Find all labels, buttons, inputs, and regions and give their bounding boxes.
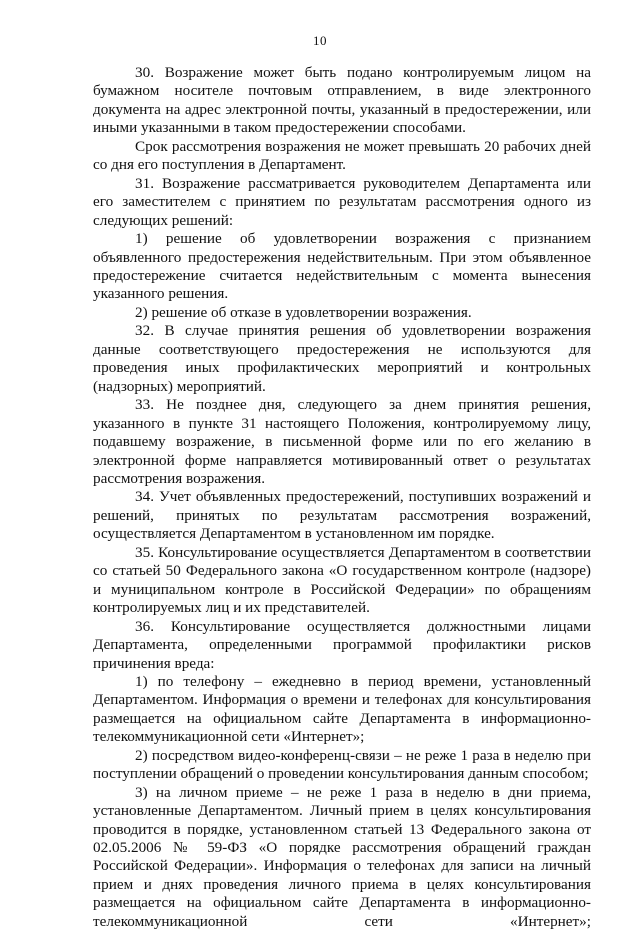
paragraph-31-item-1: 1) решение об удовлетворении возражения с признанием объявленного предостережения недействительным. При этом объявленное предостережение считается недействительным с момента вынесения указанного решения. bbox=[93, 230, 591, 303]
paragraph-review-term: Срок рассмотрения возражения не может превышать 20 рабочих дней со дня его поступления в Департамент. bbox=[93, 137, 591, 174]
paragraph-31-item-2: 2) решение об отказе в удовлетворении возражения. bbox=[135, 303, 472, 321]
paragraph-33: 33. Не позднее дня, следующего за днем принятия решения, указанного в пункте 31 настоящего Положения, контролируемому лицу, подавшему возражение, в письменной форме или по его желанию в электронной форме направляется мотивированный ответ о результатах рассмотрения возражения. bbox=[93, 396, 591, 487]
paragraph-36: 36. Консультирование осуществляется должностными лицами Департамента, определенными программой профилактики рисков причинения вреда: bbox=[93, 617, 591, 672]
paragraph-34: 34. Учет объявленных предостережений, поступивших возражений и решений, принятых по результатам рассмотрения возражений, осуществляется Департаментом в установленном им порядке. bbox=[93, 488, 591, 543]
paragraph-36-item-2: 2) посредством видео-конференц-связи – не реже 1 раза в неделю при поступлении обращений о проведении консультирования данным способом; bbox=[93, 746, 591, 783]
paragraph-35: 35. Консультирование осуществляется Департаментом в соответствии со статьей 50 Федерального закона «О государственном контроле (надзоре) и муниципальном контроле в Российской Федерации» по обращениям контролируемых лиц и их представителей. bbox=[93, 543, 591, 617]
document-body bbox=[93, 64, 591, 931]
page-number: 10 bbox=[313, 33, 327, 48]
paragraph-30: 30. Возражение может быть подано контролируемым лицом на бумажном носителе почтовым отправлением, в виде электронного документа на адрес электронной почты, указанный в предостережении, или иными указанными в таком предостережении способами. bbox=[93, 64, 591, 137]
paragraph-32: 32. В случае принятия решения об удовлетворении возражения данные соответствующего предостережения не используются для проведения иных профилактических мероприятий и контрольных (надзорных) мероприятий. bbox=[93, 322, 591, 395]
paragraph-36-item-1: 1) по телефону – ежедневно в период времени, установленный Департаментом. Информация о времени и телефонах для консультирования размещается на официальном сайте Департамента в информационно-телекоммуникационной сети «Интернет»; bbox=[93, 672, 591, 746]
paragraph-31: 31. Возражение рассматривается руководителем Департамента или его заместителем с принятием по результатам рассмотрения одного из следующих решений: bbox=[93, 174, 591, 229]
paragraph-36-item-3: 3) на личном приеме – не реже 1 раза в неделю в дни приема, установленные Департаментом. Личный прием в целях консультирования проводится в порядке, установленном статьей 13 Федерального закона от 02.05.2006 № 59-ФЗ «О порядке рассмотрения обращений граждан Российской Федерации». Информация о телефонах для записи на личный прием и днях проведения личного приема в целях консультирования размещается на официальном сайте Департамента в информационно-телекоммуникационной сети «Интернет»; bbox=[93, 783, 591, 930]
